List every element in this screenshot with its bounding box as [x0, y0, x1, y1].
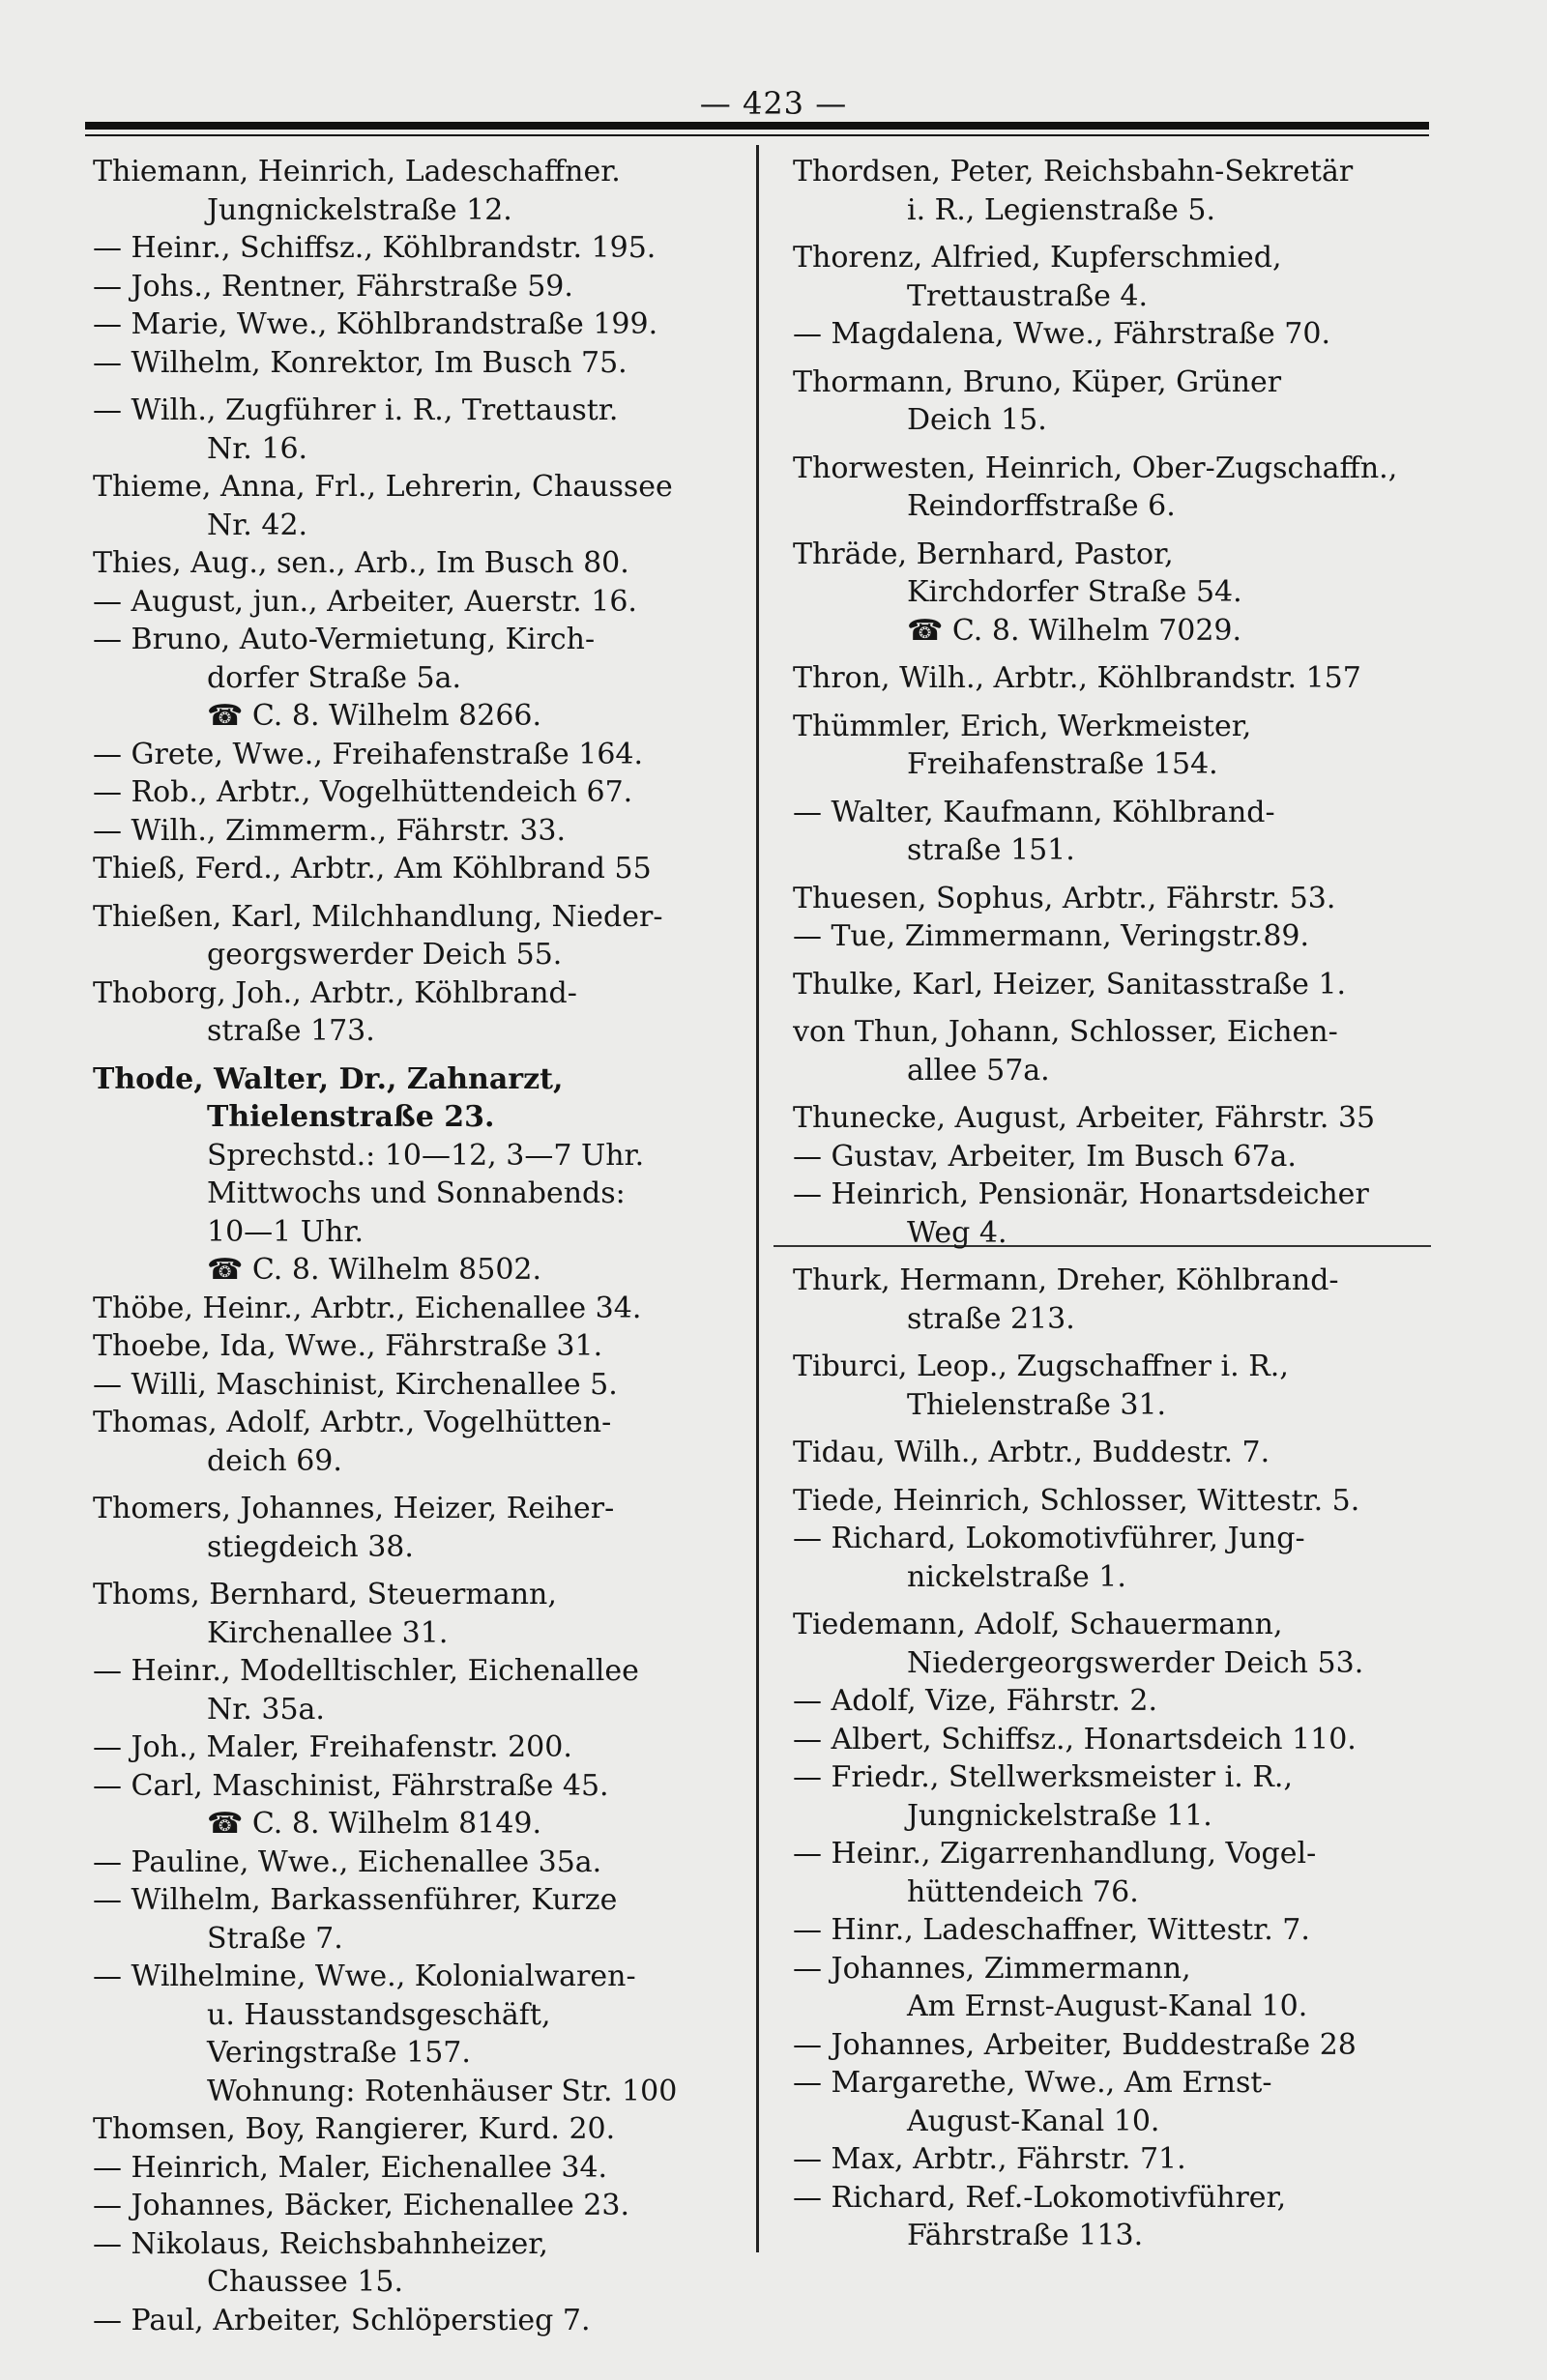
page-number: — 423 — [699, 85, 848, 122]
directory-entry [93, 1290, 760, 1328]
directory-entry [93, 850, 760, 888]
entry-line: Reindorffstraße 6. [907, 489, 1176, 523]
entry-line: Straße 7. [207, 1921, 343, 1956]
entry-line: nickelstraße 1. [907, 1559, 1126, 1594]
entry-line: — Heinr., Zigarrenhandlung, Vogel- [793, 1837, 1317, 1871]
entry-line: — Johannes, Zimmermann, [793, 1951, 1191, 1986]
entry-line: hüttendeich 76. [907, 1874, 1139, 1909]
entry-line: Thießen, Karl, Milchhandlung, Nieder- [93, 899, 663, 934]
entry-line: ☎ C. 8. Wilhelm 7029. [907, 613, 1242, 648]
directory-entry [793, 1482, 1460, 1521]
entry-line: Freihafenstraße 154. [907, 747, 1218, 781]
entry-line: — Heinrich, Maler, Eichenallee 34. [93, 2150, 608, 2185]
entry-line: straße 213. [907, 1301, 1075, 1336]
entry-line: — Nikolaus, Reichsbahnheizer, [93, 2226, 548, 2261]
entry-line: Thiemann, Heinrich, Ladeschaffner. [93, 155, 621, 189]
directory-entry [93, 2225, 760, 2302]
entry-line: Jungnickelstraße 11. [907, 1798, 1212, 1833]
entry-line: — Paul, Arbeiter, Schlöperstieg 7. [93, 2303, 591, 2337]
directory-entry [93, 1060, 760, 1290]
entry-line: — Magdalena, Wwe., Fährstraße 70. [793, 317, 1330, 351]
header-rule-thick [85, 122, 1429, 130]
entry-line: Thöbe, Heinr., Arbtr., Eichenallee 34. [93, 1291, 642, 1325]
directory-entry [793, 315, 1460, 354]
entry-line: Thorwesten, Heinrich, Ober-Zugschaffn., [793, 450, 1398, 485]
entry-line: — Hinr., Ladeschaffner, Wittestr. 7. [793, 1913, 1310, 1947]
directory-entry [93, 1767, 760, 1843]
entry-line: — Wilhelm, Konrektor, Im Busch 75. [93, 345, 628, 380]
entry-line: Jungnickelstraße 12. [207, 192, 512, 227]
entry-line: Thordsen, Peter, Reichsbahn-Sekretär [793, 155, 1354, 189]
entry-line: Thron, Wilh., Arbtr., Köhlbrandstr. 157 [793, 661, 1361, 695]
entry-line: stiegdeich 38. [207, 1529, 414, 1564]
directory-entry [793, 1175, 1460, 1252]
entry-line: Thunecke, August, Arbeiter, Fährstr. 35 [793, 1101, 1376, 1135]
entry-line: Kirchenallee 31. [207, 1615, 449, 1650]
directory-entry [93, 1404, 760, 1480]
entry-line: — Richard, Ref.-Lokomotivführer, [793, 2180, 1287, 2215]
directory-entry [93, 2110, 760, 2149]
directory-entry [93, 305, 760, 344]
directory-entry [93, 1958, 760, 2110]
entry-line: — Wilh., Zugführer i. R., Trettaustr. [93, 393, 619, 427]
entry-line: Thielenstraße 23. [207, 1100, 495, 1134]
directory-entry [93, 1366, 760, 1405]
entry-line: Thoborg, Joh., Arbtr., Köhlbrand- [93, 975, 577, 1010]
entry-line: — Johannes, Bäcker, Eichenallee 23. [93, 2189, 629, 2222]
directory-entry [793, 1099, 1460, 1138]
entry-line: Tiede, Heinrich, Schlosser, Wittestr. 5. [793, 1483, 1360, 1518]
entry-line: Niedergeorgswerder Deich 53. [907, 1645, 1364, 1680]
entry-line: — Max, Arbtr., Fährstr. 71. [793, 2142, 1186, 2176]
entry-line: allee 57a. [907, 1053, 1050, 1088]
entry-line: deich 69. [207, 1443, 342, 1478]
entry-line: Chaussee 15. [207, 2265, 404, 2299]
entry-line: — Heinrich, Pensionär, Honartsdeicher [793, 1177, 1369, 1211]
directory-entry [93, 468, 760, 544]
entry-line: — Margarethe, Wwe., Am Ernst- [793, 2066, 1272, 2100]
directory-entry [93, 1728, 760, 1767]
directory-entry [93, 583, 760, 622]
directory-entry [93, 544, 760, 583]
entry-line: — Adolf, Vize, Fährstr. 2. [793, 1684, 1158, 1718]
entry-line: — Heinr., Schiffsz., Köhlbrandstr. 195. [93, 231, 657, 265]
entry-line: Tiedemann, Adolf, Schauermann, [793, 1608, 1283, 1641]
entry-line: — Heinr., Modelltischler, Eichenallee [93, 1654, 639, 1688]
directory-entry [793, 2026, 1460, 2065]
right-column [793, 153, 1460, 2255]
entry-line: — Johs., Rentner, Fährstraße 59. [93, 269, 573, 304]
directory-entry [93, 1652, 760, 1728]
directory-entry [93, 344, 760, 383]
entry-line: Tidau, Wilh., Arbtr., Buddestr. 7. [793, 1436, 1270, 1469]
entry-line: Tiburci, Leop., Zugschaffner i. R., [793, 1350, 1289, 1383]
entry-line: straße 151. [907, 833, 1075, 867]
entry-line: Deich 15. [907, 403, 1047, 437]
entry-line: ☎ C. 8. Wilhelm 8149. [207, 1807, 542, 1841]
directory-entry [93, 153, 760, 229]
directory-entry [93, 1881, 760, 1958]
directory-entry [793, 1835, 1460, 1911]
entry-line: u. Hausstandsgeschäft, [207, 1997, 551, 2032]
entry-line: Veringstraße 157. [207, 2036, 471, 2070]
entry-line: — Grete, Wwe., Freihafenstraße 164. [93, 737, 644, 771]
entry-line: 10—1 Uhr. [207, 1214, 364, 1249]
entry-line: — Willi, Maschinist, Kirchenallee 5. [93, 1367, 618, 1402]
entry-line: Thomsen, Boy, Rangierer, Kurd. 20. [93, 2112, 616, 2146]
directory-entry [93, 898, 760, 974]
entry-line: Thuesen, Sophus, Arbtr., Fährstr. 53. [793, 881, 1336, 915]
directory-entry [793, 1262, 1460, 1338]
directory-entry [793, 1911, 1460, 1950]
entry-line: Am Ernst-August-Kanal 10. [907, 1989, 1308, 2023]
entry-line: — Marie, Wwe., Köhlbrandstraße 199. [93, 307, 658, 341]
directory-entry [793, 1950, 1460, 2026]
entry-line: Thomas, Adolf, Arbtr., Vogelhütten- [93, 1406, 612, 1439]
directory-entry [93, 773, 760, 812]
entry-line: Thoms, Bernhard, Steuermann, [93, 1578, 557, 1611]
entry-line: — Richard, Lokomotivführer, Jung- [793, 1522, 1305, 1555]
entry-line: Thurk, Hermann, Dreher, Köhlbrand- [793, 1263, 1339, 1297]
directory-entry [93, 2302, 760, 2340]
entry-line: Thräde, Bernhard, Pastor, [793, 537, 1174, 571]
directory-entry [93, 229, 760, 268]
directory-entry [793, 794, 1460, 870]
entry-line: — Walter, Kaufmann, Köhlbrand- [793, 795, 1275, 829]
directory-entry [93, 812, 760, 851]
directory-entry [793, 1013, 1460, 1089]
directory-entry [93, 1576, 760, 1652]
entry-line: Trettaustraße 4. [907, 278, 1149, 313]
directory-entry [793, 1758, 1460, 1835]
entry-line: dorfer Straße 5a. [207, 660, 462, 695]
directory-entry [793, 1434, 1460, 1472]
entry-line: August-Kanal 10. [907, 2104, 1160, 2138]
entry-line: Mittwochs und Sonnabends: [207, 1176, 626, 1210]
directory-entry [793, 2140, 1460, 2179]
directory-entry [793, 917, 1460, 956]
entry-line: — August, jun., Arbeiter, Auerstr. 16. [93, 584, 637, 619]
directory-entry [793, 239, 1460, 315]
directory-entry [93, 621, 760, 736]
entry-line: — Carl, Maschinist, Fährstraße 45. [93, 1768, 609, 1803]
entry-line: von Thun, Johann, Schlosser, Eichen- [793, 1015, 1338, 1049]
entry-line: Thode, Walter, Dr., Zahnarzt, [93, 1061, 564, 1096]
entry-line: straße 173. [207, 1014, 375, 1048]
entry-line: — Joh., Maler, Freihafenstr. 200. [93, 1730, 572, 1764]
directory-entry [793, 2179, 1460, 2255]
entry-line: — Wilhelm, Barkassenführer, Kurze [93, 1883, 618, 1917]
entry-line: Nr. 16. [207, 431, 308, 466]
directory-entry [793, 1606, 1460, 1682]
entry-line: Thielenstraße 31. [907, 1387, 1167, 1422]
entry-line: Thulke, Karl, Heizer, Sanitasstraße 1. [793, 967, 1347, 1001]
directory-entry [793, 708, 1460, 784]
entry-line: — Johannes, Arbeiter, Buddestraße 28 [793, 2027, 1357, 2062]
entry-line: Kirchdorfer Straße 54. [907, 575, 1242, 609]
entry-line: Thieß, Ferd., Arbtr., Am Köhlbrand 55 [93, 852, 652, 885]
directory-entry [93, 1843, 760, 1882]
directory-entry [793, 153, 1460, 229]
directory-entry [793, 450, 1460, 526]
header-rule-thin [85, 134, 1429, 136]
directory-entry [793, 2064, 1460, 2140]
directory-entry [793, 1348, 1460, 1424]
directory-entry [793, 1520, 1460, 1596]
entry-line: Weg 4. [907, 1215, 1007, 1250]
entry-line: georgswerder Deich 55. [207, 938, 563, 972]
entry-line: Wohnung: Rotenhäuser Str. 100 [207, 2074, 678, 2108]
directory-entry [793, 659, 1460, 698]
entry-line: Sprechstd.: 10—12, 3—7 Uhr. [207, 1138, 645, 1173]
entry-line: Fährstraße 113. [907, 2219, 1144, 2252]
entry-line: Nr. 35a. [207, 1692, 325, 1727]
entry-line: i. R., Legienstraße 5. [907, 192, 1216, 227]
entry-line: Thorenz, Alfried, Kupferschmied, [793, 241, 1282, 275]
entry-line: Thoebe, Ida, Wwe., Fährstraße 31. [93, 1329, 603, 1363]
entry-line: Thieme, Anna, Frl., Lehrerin, Chaussee [93, 470, 673, 504]
entry-line: — Wilhelmine, Wwe., Kolonialwaren- [93, 1959, 636, 1993]
entry-line: Thies, Aug., sen., Arb., Im Busch 80. [93, 546, 629, 580]
entry-line: — Tue, Zimmermann, Veringstr.89. [793, 919, 1310, 953]
directory-entry [793, 1682, 1460, 1721]
entry-line: Thümmler, Erich, Werkmeister, [793, 709, 1252, 743]
entry-line: — Gustav, Arbeiter, Im Busch 67a. [793, 1139, 1297, 1174]
entry-line: ☎ C. 8. Wilhelm 8502. [207, 1253, 542, 1287]
directory-entry [93, 736, 760, 774]
directory-entry [793, 966, 1460, 1004]
entry-line: Nr. 42. [207, 508, 308, 542]
entry-line: — Rob., Arbtr., Vogelhüttendeich 67. [93, 775, 633, 809]
directory-entry [93, 2187, 760, 2225]
entry-line: Thomers, Johannes, Heizer, Reiher- [93, 1492, 615, 1525]
entry-line: — Pauline, Wwe., Eichenallee 35a. [93, 1844, 602, 1879]
left-column [93, 153, 760, 2339]
directory-entry [793, 1721, 1460, 1759]
entry-line: Thormann, Bruno, Küper, Grüner [793, 364, 1282, 399]
directory-entry [93, 268, 760, 306]
directory-entry [93, 1490, 760, 1566]
directory-entry [93, 1327, 760, 1366]
entry-line: — Friedr., Stellwerksmeister i. R., [793, 1760, 1294, 1794]
entry-line: — Wilh., Zimmerm., Fährstr. 33. [93, 813, 567, 848]
directory-entry [793, 363, 1460, 440]
directory-entry [93, 2149, 760, 2188]
directory-entry [793, 880, 1460, 918]
directory-entry [93, 974, 760, 1051]
directory-entry [793, 536, 1460, 651]
entry-line: — Bruno, Auto-Vermietung, Kirch- [93, 623, 596, 656]
directory-entry [93, 392, 760, 468]
directory-entry [793, 1138, 1460, 1176]
entry-line: — Albert, Schiffsz., Honartsdeich 110. [793, 1722, 1357, 1756]
entry-line: ☎ C. 8. Wilhelm 8266. [207, 699, 542, 733]
